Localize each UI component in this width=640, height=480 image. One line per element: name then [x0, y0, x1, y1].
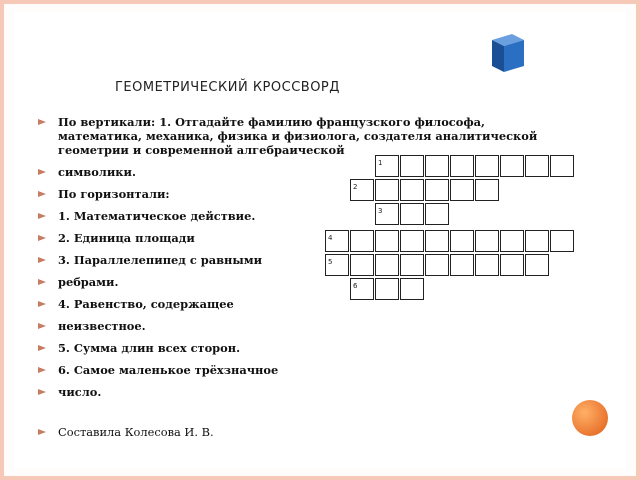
page-title: ГЕОМЕТРИЧЕСКИЙ КРОССВОРД [115, 80, 340, 95]
crossword-cell[interactable] [550, 155, 574, 177]
crossword-cell[interactable] [375, 230, 399, 252]
crossword-cell[interactable] [475, 179, 499, 201]
crossword-cell[interactable] [325, 230, 349, 252]
bullet-icon [38, 323, 46, 329]
bullet-icon [38, 119, 46, 125]
list-item [38, 297, 558, 311]
crossword-cell[interactable] [375, 203, 399, 225]
crossword-cell[interactable] [475, 254, 499, 276]
bullet-icon [38, 169, 46, 175]
crossword-cell[interactable] [500, 230, 524, 252]
crossword-cell[interactable] [425, 203, 449, 225]
crossword-cell[interactable] [475, 230, 499, 252]
crossword-cell[interactable] [425, 179, 449, 201]
bullet-icon [38, 235, 46, 241]
crossword-cell[interactable] [350, 179, 374, 201]
crossword-cell[interactable] [500, 254, 524, 276]
list-item [38, 363, 558, 377]
crossword-cell[interactable] [525, 254, 549, 276]
clue-5: 5. Сумма длин всех сторон. [58, 341, 241, 355]
clue-4-end: неизвестное. [58, 319, 146, 333]
crossword-cell[interactable] [475, 155, 499, 177]
vertical-clue-1: По вертикали: 1. Отгадайте фамилию французского философа, математика, механика, физика и физиолога, создателя аналитической геометрии и современной алгебраической [58, 115, 538, 157]
crossword-cell[interactable] [500, 155, 524, 177]
list-item [38, 385, 558, 399]
cube-icon [488, 30, 528, 74]
crossword-cell[interactable] [400, 155, 424, 177]
crossword-cell[interactable] [425, 254, 449, 276]
crossword-cell[interactable] [400, 203, 424, 225]
bullet-icon [38, 429, 46, 435]
crossword-cell[interactable] [425, 230, 449, 252]
crossword-cell[interactable] [375, 155, 399, 177]
list-item [38, 319, 558, 333]
list-item [38, 115, 558, 157]
clue-3: 3. Параллелепипед с равными [58, 253, 263, 267]
crossword-cell[interactable] [350, 254, 374, 276]
clue-number: 6 [353, 282, 358, 290]
crossword-cell[interactable] [450, 254, 474, 276]
clue-2: 2. Единица площади [58, 231, 195, 245]
crossword-cell[interactable] [350, 278, 374, 300]
bullet-icon [38, 389, 46, 395]
crossword-cell[interactable] [450, 179, 474, 201]
crossword-cell[interactable] [400, 278, 424, 300]
list-item [38, 275, 558, 289]
crossword-cell[interactable] [450, 155, 474, 177]
list-item [38, 209, 558, 223]
bullet-icon [38, 191, 46, 197]
crossword-cell[interactable] [400, 254, 424, 276]
author-credit: Составила Колесова И. В. [58, 425, 214, 439]
crossword-cell[interactable] [375, 179, 399, 201]
list-item [38, 425, 558, 439]
crossword-cell[interactable] [450, 230, 474, 252]
list-item [38, 341, 558, 355]
bullet-icon [38, 279, 46, 285]
clue-number: 1 [378, 159, 383, 167]
crossword-cell[interactable] [550, 230, 574, 252]
bullet-icon [38, 367, 46, 373]
crossword-cell[interactable] [400, 230, 424, 252]
horizontal-heading: По горизонтали: [58, 187, 170, 201]
clue-number: 4 [328, 234, 333, 242]
vertical-clue-1-end: символики. [58, 165, 136, 179]
clue-3-end: ребрами. [58, 275, 119, 289]
bullet-icon [38, 213, 46, 219]
crossword-cell[interactable] [400, 179, 424, 201]
crossword-cell[interactable] [525, 155, 549, 177]
bullet-icon [38, 301, 46, 307]
crossword-cell[interactable] [350, 230, 374, 252]
clue-4: 4. Равенство, содержащее [58, 297, 234, 311]
clue-number: 5 [328, 258, 333, 266]
clue-number: 2 [353, 183, 358, 191]
clue-number: 3 [378, 207, 383, 215]
crossword-cell[interactable] [325, 254, 349, 276]
clue-1: 1. Математическое действие. [58, 209, 256, 223]
crossword-cell[interactable] [375, 278, 399, 300]
crossword-cell[interactable] [425, 155, 449, 177]
bullet-icon [38, 345, 46, 351]
crossword-cell[interactable] [375, 254, 399, 276]
bullet-icon [38, 257, 46, 263]
clue-6-end: число. [58, 385, 102, 399]
crossword-cell[interactable] [525, 230, 549, 252]
orange-circle-icon [570, 398, 610, 438]
clue-6: 6. Самое маленькое трёхзначное [58, 363, 279, 377]
